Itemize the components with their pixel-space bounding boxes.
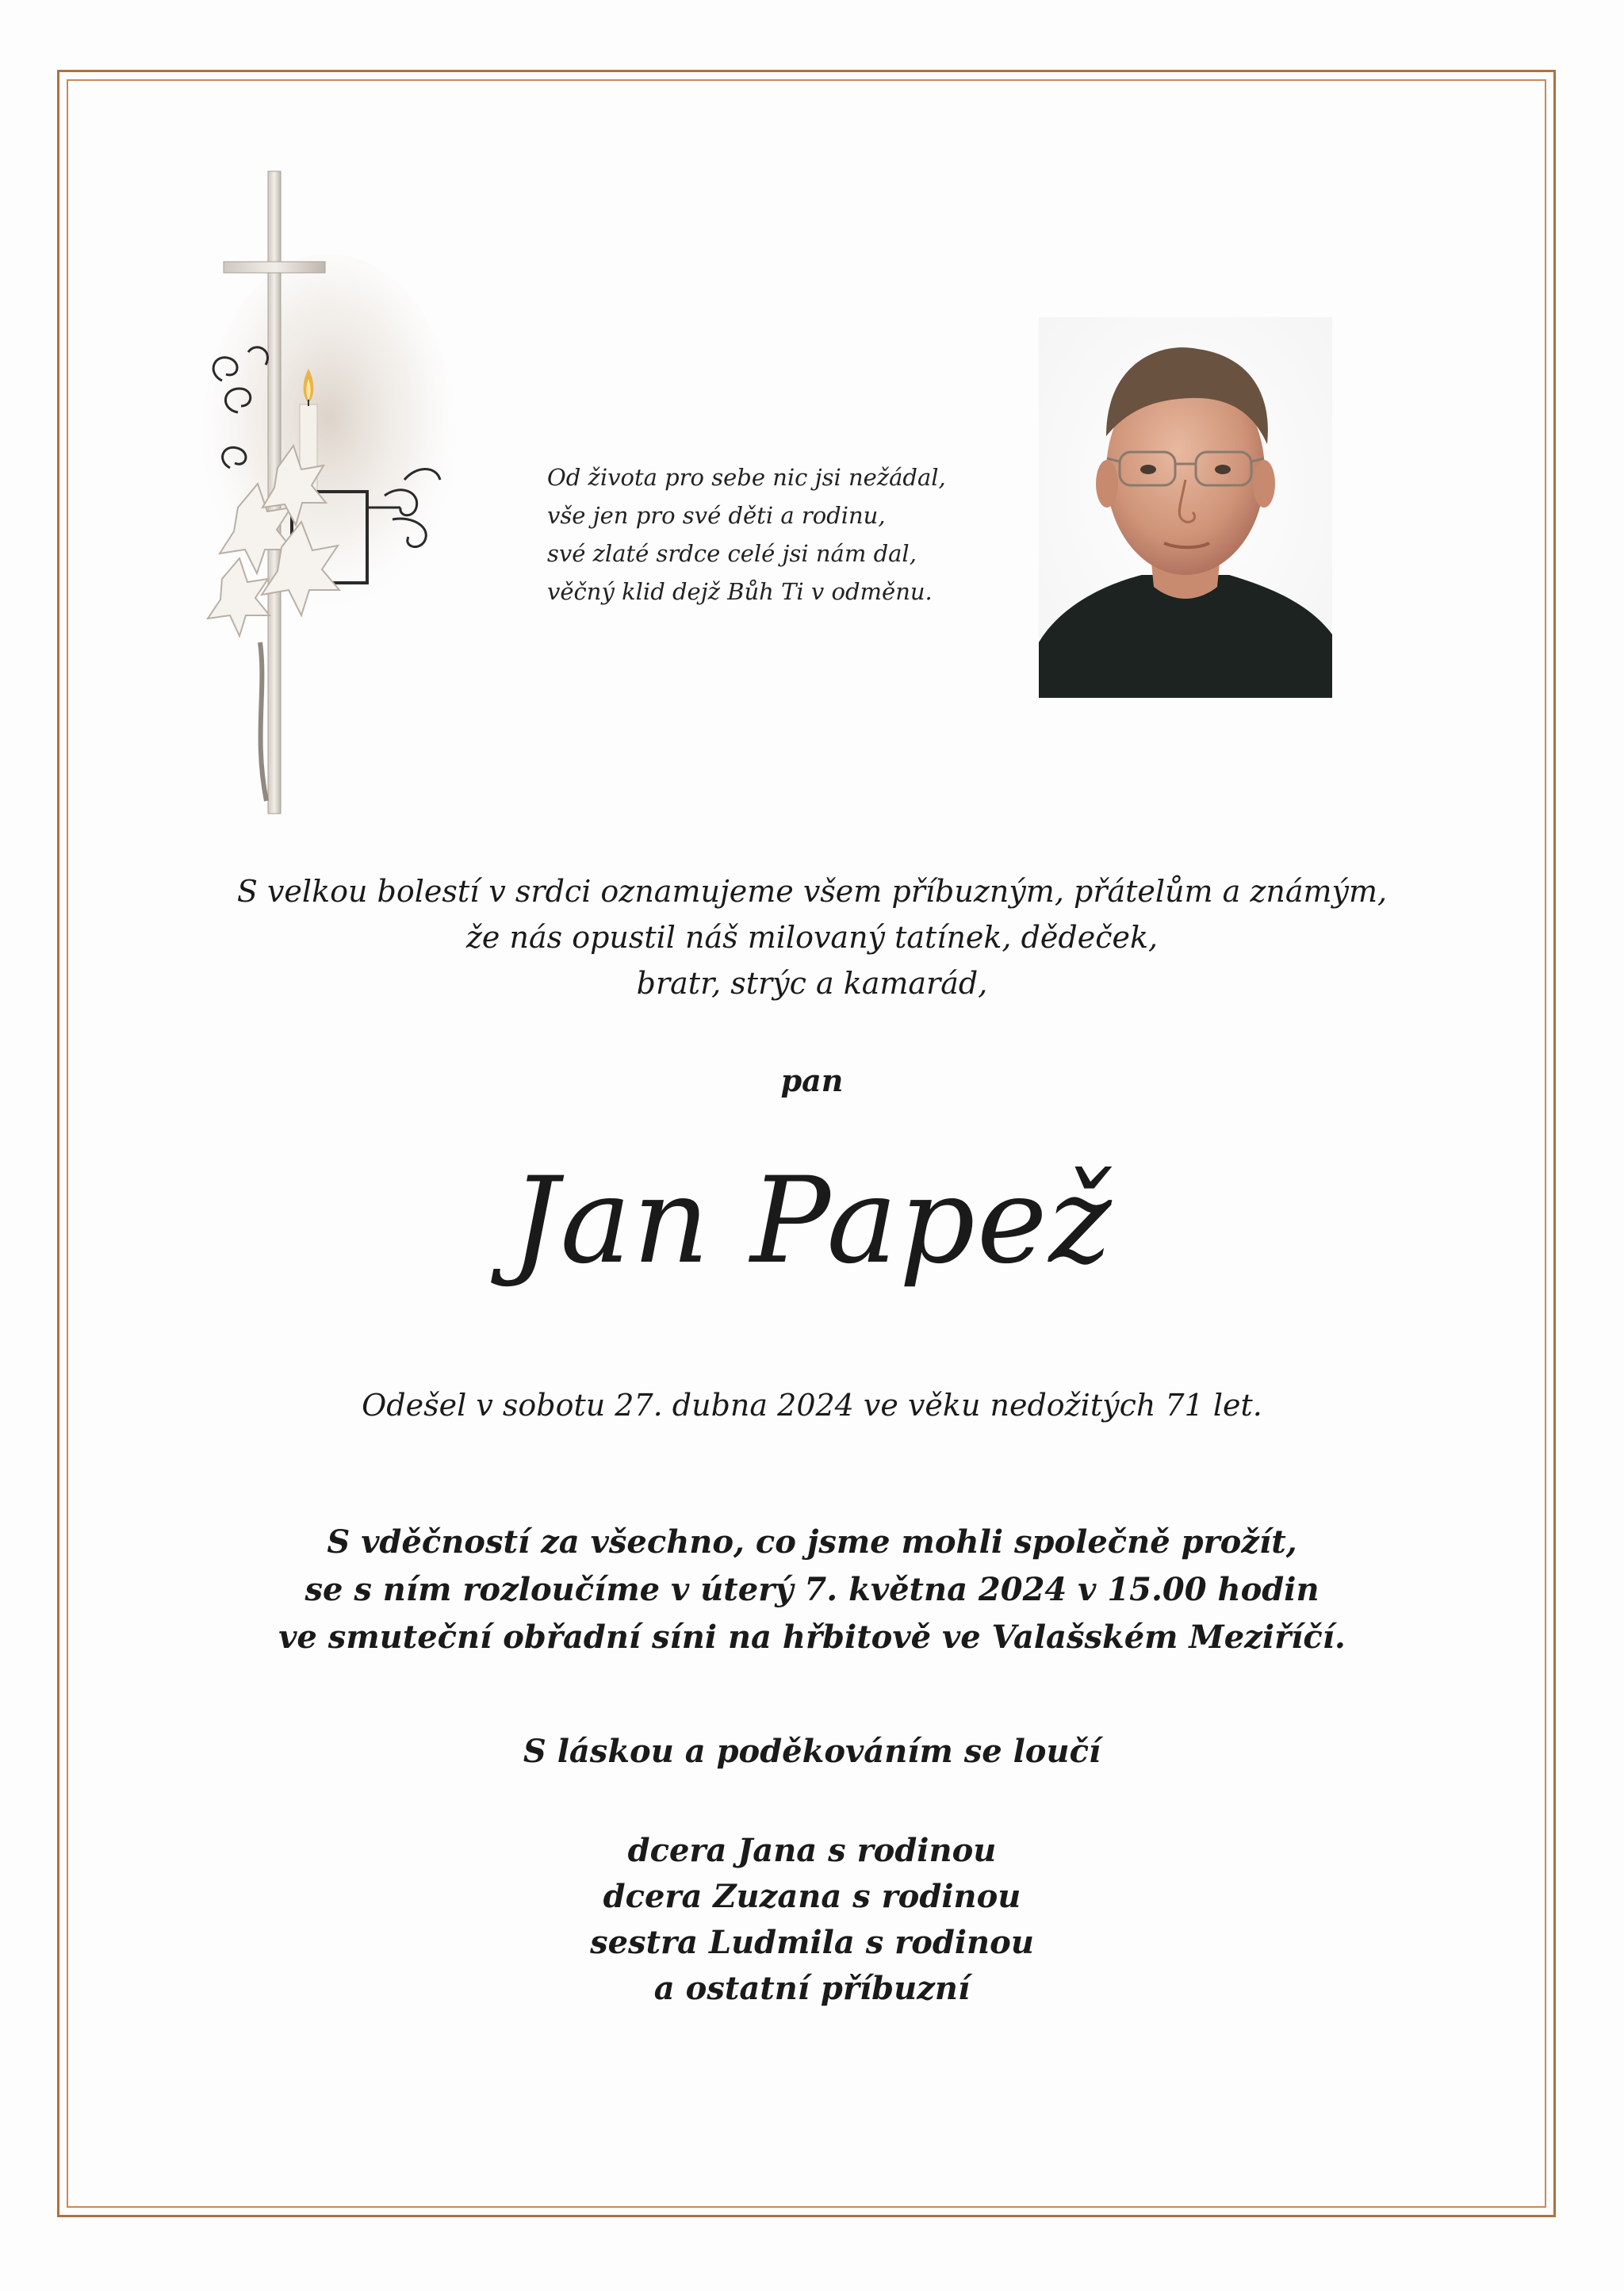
mourner-item: dcera Zuzana s rodinou	[603, 1878, 1021, 1915]
announcement-block	[119, 868, 1505, 1006]
mourner-item: sestra Ludmila s rodinou	[590, 1924, 1034, 1961]
announcement-line: S velkou bolestí v srdci oznamujeme všem příbuzným, přátelům a známým,	[236, 874, 1388, 909]
ceremony-block	[119, 1519, 1505, 1661]
mourner-item: a ostatní příbuzní	[653, 1970, 971, 2007]
farewell-line: S láskou a poděkováním se loučí	[523, 1733, 1101, 1770]
cross-candle-lilies-icon	[190, 167, 508, 825]
death-notice: Odešel v sobotu 27. dubna 2024 ve věku nedožitých 71 let.	[362, 1388, 1262, 1423]
mourners-list	[119, 1828, 1505, 2012]
ceremony-line: ve smuteční obřadní síni na hřbitově ve Valašském Meziříčí.	[278, 1619, 1346, 1656]
mourner-item: dcera Jana s rodinou	[627, 1832, 997, 1869]
verse-block	[547, 458, 991, 611]
ceremony-line: S vděčností za všechno, co jsme mohli společně prožít,	[327, 1523, 1297, 1561]
verse-line: věčný klid dejž Bůh Ti v odměnu.	[547, 578, 933, 605]
verse-line: Od života pro sebe nic jsi nežádal,	[547, 464, 946, 491]
ceremony-line: se s ním rozloučíme v úterý 7. května 2024 v 15.00 hodin	[304, 1571, 1320, 1608]
announcement-line: že nás opustil náš milovaný tatínek, dědeček,	[465, 920, 1159, 955]
announcement-line: bratr, strýc a kamarád,	[636, 966, 988, 1001]
title-word: pan	[780, 1063, 844, 1098]
verse-line: své zlaté srdce celé jsi nám dal,	[547, 540, 917, 567]
deceased-name: Jan Papež	[511, 1152, 1113, 1290]
portrait-photo	[1039, 317, 1332, 698]
verse-line: vše jen pro své děti a rodinu,	[547, 502, 886, 529]
